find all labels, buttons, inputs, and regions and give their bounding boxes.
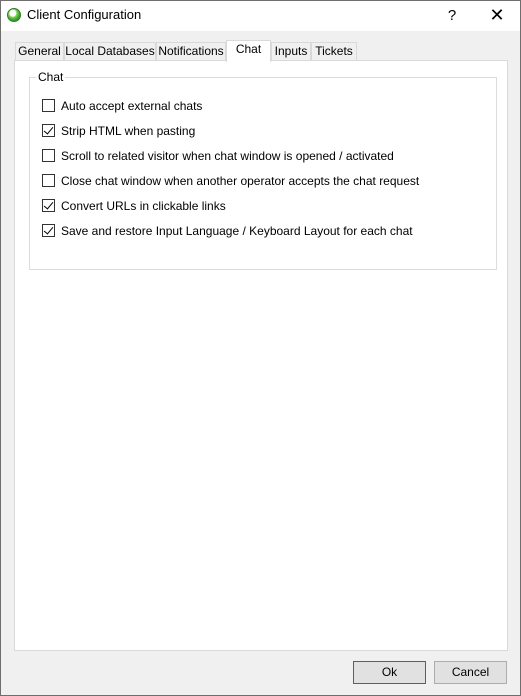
close-button[interactable]: ✕ — [489, 5, 505, 25]
app-logo-icon — [7, 8, 21, 22]
scroll-to-visitor-checkbox[interactable] — [42, 149, 55, 162]
option-label: Scroll to related visitor when chat window is opened / activated — [61, 149, 394, 163]
tab-notifications[interactable]: Notifications — [156, 42, 226, 60]
option-label: Convert URLs in clickable links — [61, 199, 226, 213]
cancel-button[interactable]: Cancel — [434, 661, 507, 684]
option-label: Save and restore Input Language / Keyboard Layout for each chat — [61, 224, 413, 238]
title-bar[interactable] — [1, 1, 520, 31]
tab-local-databases[interactable]: Local Databases — [65, 44, 155, 58]
strip-html-checkbox[interactable] — [42, 124, 55, 137]
save-restore-language-checkbox[interactable] — [42, 224, 55, 237]
tab-general[interactable]: General — [15, 42, 64, 60]
option-label: Strip HTML when pasting — [61, 124, 196, 138]
chat-tab-panel — [14, 60, 508, 651]
chat-groupbox — [29, 70, 497, 270]
chat-group-title: Chat — [38, 70, 64, 84]
close-chat-window-checkbox[interactable] — [42, 174, 55, 187]
window-title: Client Configuration — [27, 7, 142, 22]
help-button[interactable]: ? — [447, 7, 457, 24]
convert-urls-checkbox[interactable] — [42, 199, 55, 212]
option-label: Close chat window when another operator accepts the chat request — [61, 174, 420, 188]
tab-inputs[interactable]: Inputs — [271, 42, 311, 60]
ok-button[interactable]: Ok — [353, 661, 426, 684]
tab-tickets[interactable]: Tickets — [311, 42, 357, 60]
option-label: Auto accept external chats — [61, 99, 203, 113]
auto-accept-checkbox[interactable] — [42, 99, 55, 112]
tab-chat[interactable]: Chat — [226, 40, 271, 62]
